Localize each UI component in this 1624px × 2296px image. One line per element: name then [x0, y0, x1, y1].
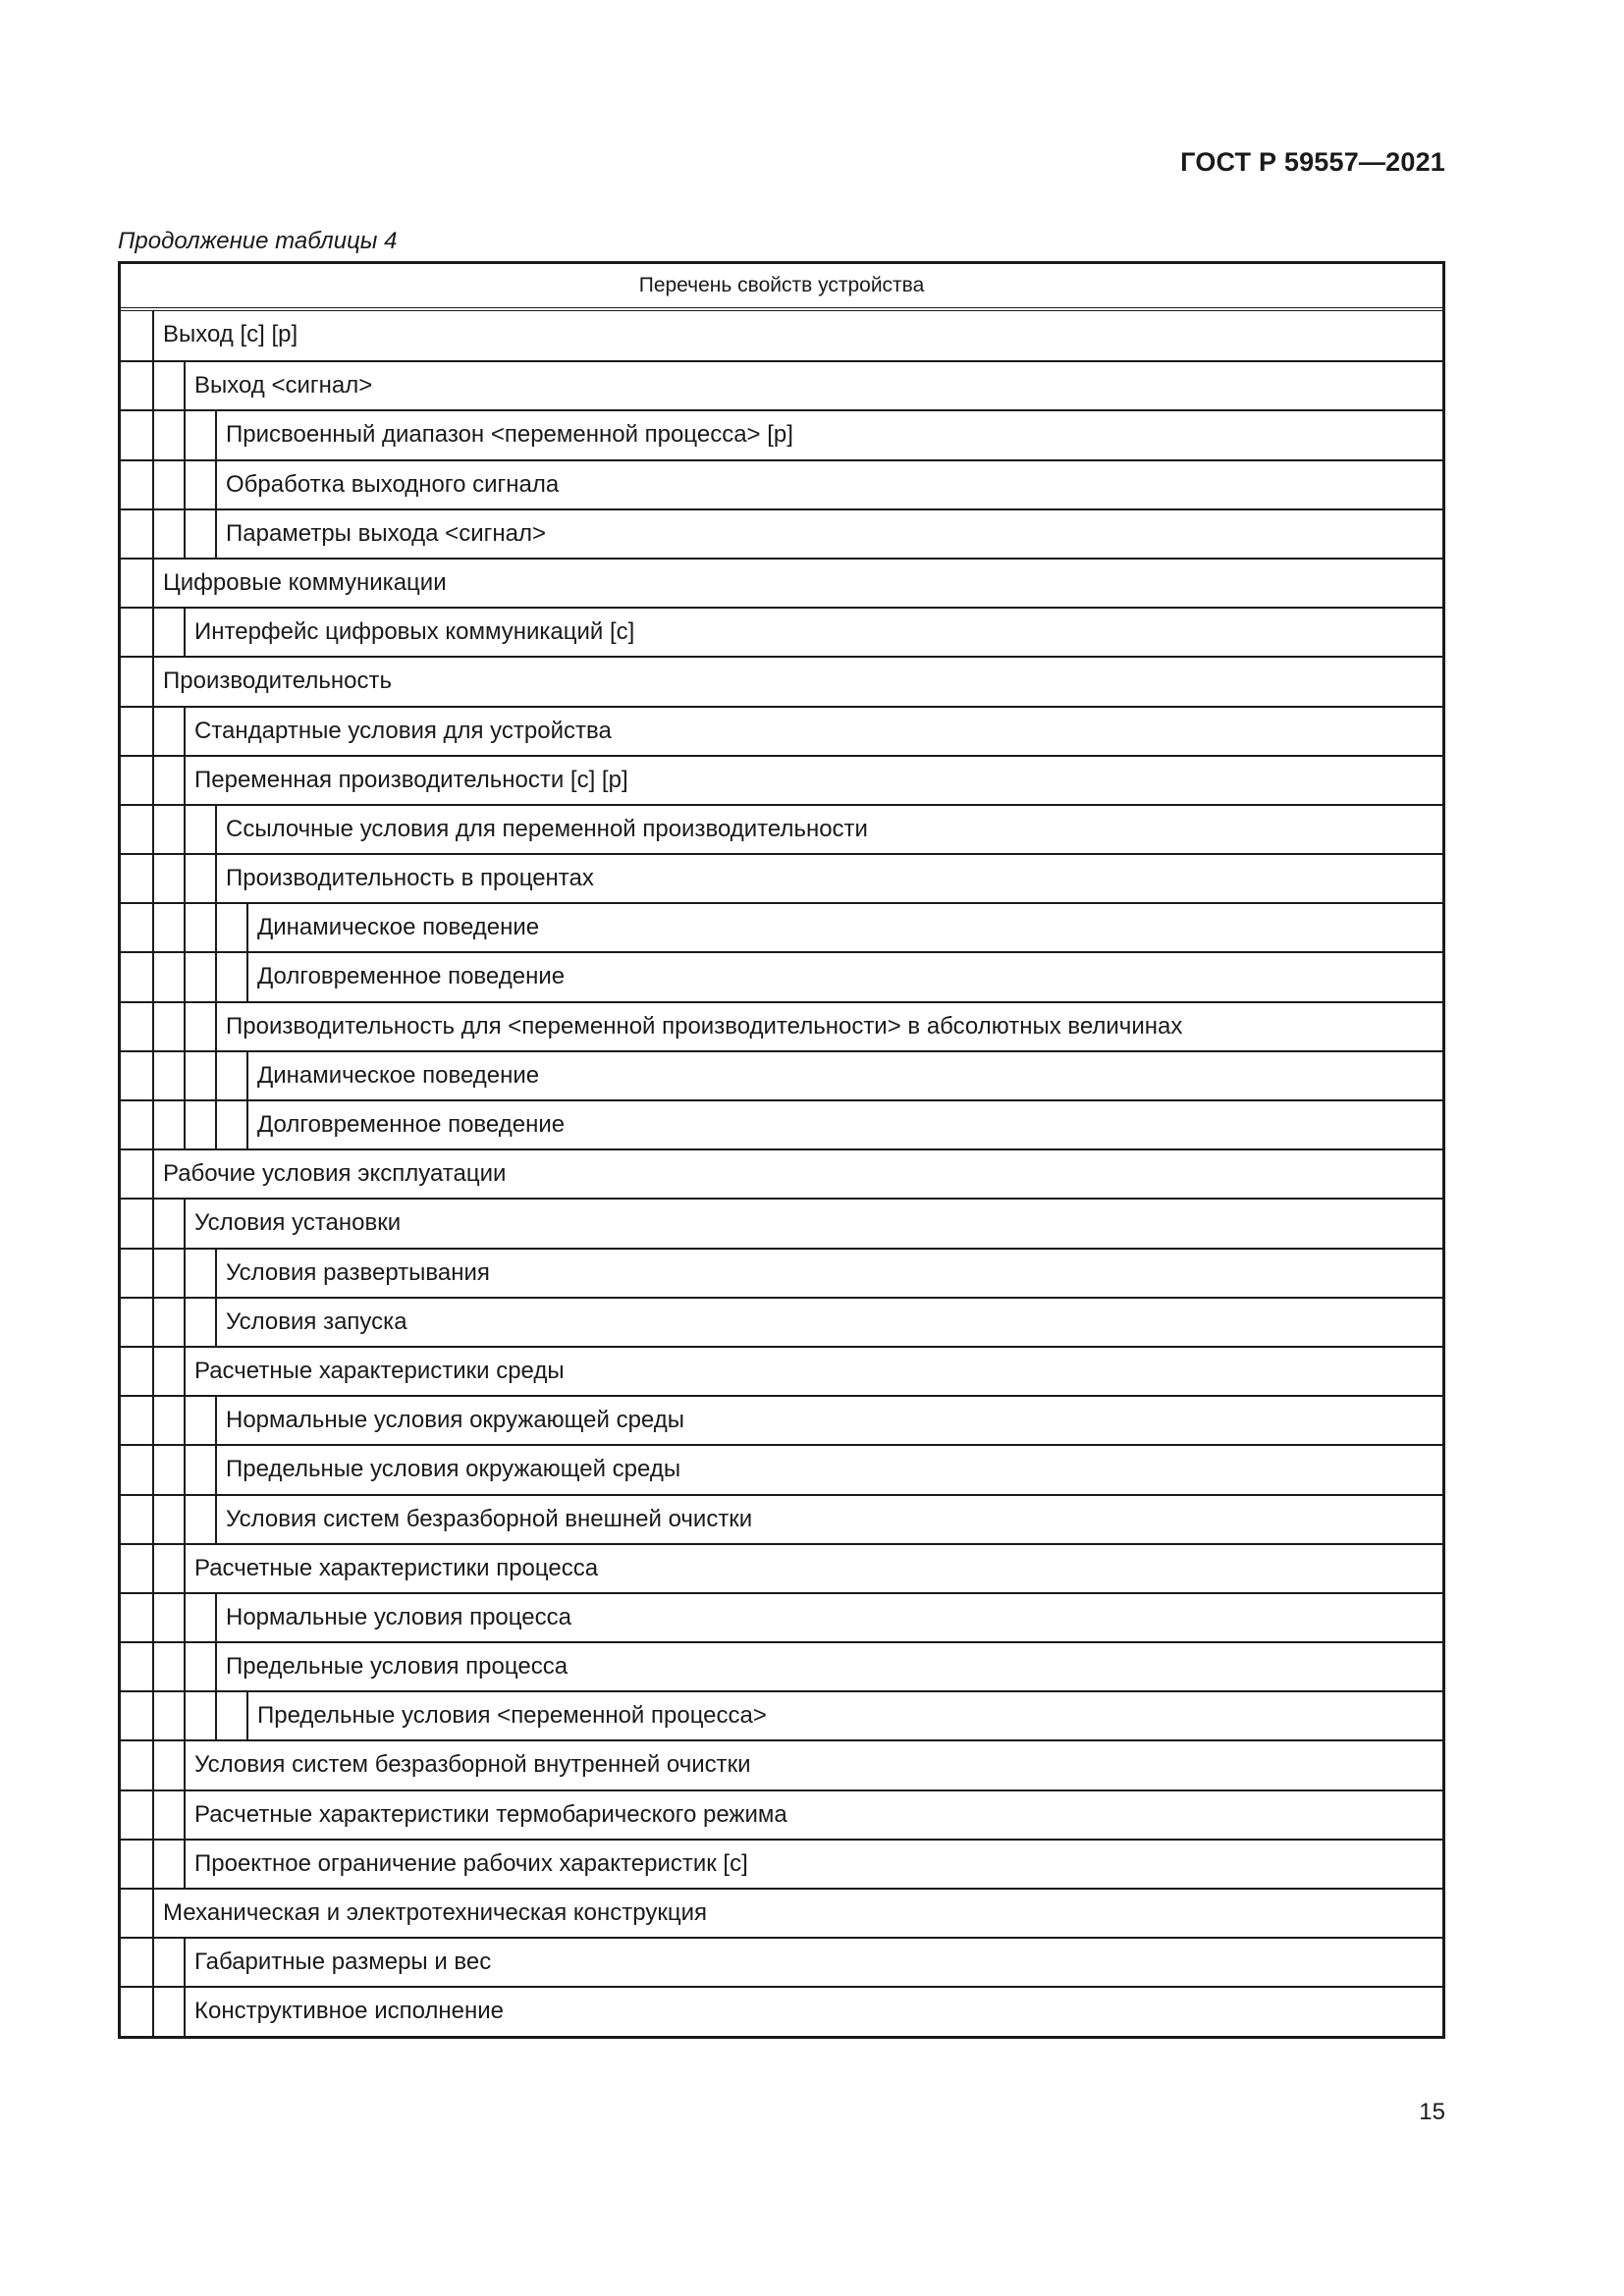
indent-line	[184, 1003, 186, 1050]
indent-line	[152, 311, 154, 360]
indent-line	[215, 1496, 217, 1543]
indent-line	[184, 1101, 186, 1148]
property-label: Выход <сигнал>	[194, 372, 373, 400]
property-label: Расчетные характеристики среды	[194, 1357, 565, 1384]
property-label: Рабочие условия эксплуатации	[163, 1160, 507, 1188]
indent-line	[152, 1397, 154, 1444]
indent-line	[152, 1052, 154, 1099]
table-row	[121, 360, 1442, 409]
table-row	[121, 607, 1442, 656]
indent-line	[215, 1250, 217, 1297]
indent-line	[215, 904, 217, 951]
table-row	[121, 1937, 1442, 1986]
property-label: Ссылочные условия для переменной производительности	[226, 815, 868, 842]
table-row	[121, 853, 1442, 902]
document-code: ГОСТ Р 59557—2021	[1180, 147, 1445, 177]
indent-line	[152, 1003, 154, 1050]
table-row	[121, 1346, 1442, 1395]
table-row	[121, 311, 1442, 360]
indent-line	[184, 806, 186, 853]
indent-line	[184, 1841, 186, 1888]
indent-line	[246, 904, 248, 951]
property-label: Переменная производительности [c] [p]	[194, 766, 628, 793]
indent-line	[215, 953, 217, 1000]
indent-line	[184, 708, 186, 755]
property-label: Производительность	[163, 667, 392, 695]
indent-line	[152, 1250, 154, 1297]
indent-line	[152, 757, 154, 804]
indent-line	[215, 1397, 217, 1444]
indent-line	[152, 708, 154, 755]
property-label: Расчетные характеристики термобарического режима	[194, 1800, 787, 1828]
indent-line	[152, 1150, 154, 1198]
property-label: Механическая и электротехническая конструкция	[163, 1899, 707, 1926]
indent-line	[152, 1741, 154, 1789]
indent-line	[184, 855, 186, 902]
indent-line	[152, 1939, 154, 1986]
property-label: Цифровые коммуникации	[163, 568, 447, 596]
property-label: Нормальные условия окружающей среды	[226, 1407, 684, 1434]
indent-line	[152, 1496, 154, 1543]
indent-line	[184, 461, 186, 508]
table-row	[121, 1494, 1442, 1543]
property-label: Интерфейс цифровых коммуникаций [c]	[194, 618, 635, 646]
indent-line	[152, 1545, 154, 1592]
indent-line	[215, 1446, 217, 1493]
indent-line	[152, 658, 154, 705]
property-label: Условия систем безразборной внутренней очистки	[194, 1751, 751, 1779]
indent-line	[152, 1692, 154, 1739]
property-label: Долговременное поведение	[257, 963, 566, 990]
property-label: Присвоенный диапазон <переменной процесса> [p]	[226, 421, 793, 449]
indent-line	[246, 953, 248, 1000]
property-label: Динамическое поведение	[257, 914, 540, 941]
table-row	[121, 1839, 1442, 1888]
indent-line	[184, 1446, 186, 1493]
property-label: Динамическое поведение	[257, 1061, 540, 1089]
table-row	[121, 1888, 1442, 1937]
indent-line	[184, 1741, 186, 1789]
table-row	[121, 1050, 1442, 1099]
property-label: Габаритные размеры и вес	[194, 1949, 492, 1976]
indent-line	[152, 855, 154, 902]
table-body	[121, 311, 1442, 2036]
indent-line	[152, 1299, 154, 1346]
indent-line	[152, 1200, 154, 1247]
indent-line	[152, 362, 154, 409]
table-row	[121, 1986, 1442, 2035]
indent-line	[184, 362, 186, 409]
property-label: Выход [c] [p]	[163, 321, 298, 347]
indent-line	[184, 1397, 186, 1444]
property-label: Стандартные условия для устройства	[194, 717, 612, 744]
indent-line	[215, 510, 217, 558]
property-label: Предельные условия <переменной процесса>	[257, 1702, 767, 1730]
property-label: Расчетные характеристики процесса	[194, 1554, 599, 1581]
indent-line	[215, 1101, 217, 1148]
property-label: Предельные условия окружающей среды	[226, 1456, 681, 1483]
property-label: Параметры выхода <сигнал>	[226, 519, 546, 547]
indent-line	[215, 806, 217, 853]
indent-line	[152, 953, 154, 1000]
indent-line	[152, 1594, 154, 1641]
indent-line	[184, 1250, 186, 1297]
indent-line	[215, 855, 217, 902]
table-row	[121, 1444, 1442, 1493]
indent-line	[152, 1988, 154, 2035]
table-row	[121, 1099, 1442, 1148]
table-row	[121, 1198, 1442, 1247]
table-row	[121, 804, 1442, 853]
table-row	[121, 1641, 1442, 1690]
table-row	[121, 508, 1442, 558]
indent-line	[152, 510, 154, 558]
page-number: 15	[1419, 2099, 1445, 2125]
indent-line	[152, 560, 154, 607]
indent-line	[215, 411, 217, 458]
indent-line	[152, 1101, 154, 1148]
table-row	[121, 1789, 1442, 1839]
property-label: Условия запуска	[226, 1308, 407, 1335]
indent-line	[215, 1643, 217, 1690]
indent-line	[152, 904, 154, 951]
property-label: Производительность для <переменной производительности> в абсолютных величинах	[226, 1012, 1183, 1040]
table-row	[121, 459, 1442, 508]
table-row	[121, 755, 1442, 804]
indent-line	[184, 904, 186, 951]
property-table	[118, 261, 1445, 2039]
indent-line	[184, 757, 186, 804]
property-label: Условия развертывания	[226, 1258, 490, 1286]
table-row	[121, 1001, 1442, 1050]
indent-line	[184, 1545, 186, 1592]
indent-line	[215, 1692, 217, 1739]
property-label: Долговременное поведение	[257, 1111, 566, 1138]
indent-line	[184, 510, 186, 558]
table-column-header: Перечень свойств устройства	[121, 264, 1442, 311]
indent-line	[184, 1939, 186, 1986]
property-label: Условия установки	[194, 1209, 402, 1237]
indent-line	[152, 609, 154, 656]
indent-line	[152, 1348, 154, 1395]
indent-line	[184, 411, 186, 458]
indent-line	[246, 1101, 248, 1148]
property-label: Производительность в процентах	[226, 865, 594, 892]
table-row	[121, 902, 1442, 951]
indent-line	[246, 1692, 248, 1739]
indent-line	[152, 461, 154, 508]
indent-line	[184, 953, 186, 1000]
indent-line	[184, 1791, 186, 1839]
property-label: Нормальные условия процесса	[226, 1603, 571, 1630]
indent-line	[152, 1446, 154, 1493]
indent-line	[184, 1643, 186, 1690]
indent-line	[184, 1348, 186, 1395]
property-label: Предельные условия процесса	[226, 1653, 568, 1681]
table-row	[121, 656, 1442, 705]
indent-line	[152, 1643, 154, 1690]
table-row	[121, 1297, 1442, 1346]
table-row	[121, 1739, 1442, 1789]
table-caption: Продолжение таблицы 4	[118, 228, 398, 254]
indent-line	[246, 1052, 248, 1099]
indent-line	[184, 1200, 186, 1247]
table-row	[121, 1148, 1442, 1198]
indent-line	[184, 1496, 186, 1543]
property-label: Проектное ограничение рабочих характеристик [c]	[194, 1849, 748, 1877]
table-row	[121, 1248, 1442, 1297]
indent-line	[184, 1299, 186, 1346]
indent-line	[152, 1841, 154, 1888]
property-label: Обработка выходного сигнала	[226, 470, 560, 498]
indent-line	[215, 1594, 217, 1641]
indent-line	[184, 609, 186, 656]
indent-line	[184, 1594, 186, 1641]
table-row	[121, 1395, 1442, 1444]
table-row	[121, 409, 1442, 458]
table-row	[121, 1543, 1442, 1592]
indent-line	[152, 1791, 154, 1839]
indent-line	[215, 1052, 217, 1099]
indent-line	[184, 1052, 186, 1099]
indent-line	[215, 1299, 217, 1346]
indent-line	[152, 806, 154, 853]
indent-line	[184, 1692, 186, 1739]
indent-line	[215, 461, 217, 508]
table-row	[121, 951, 1442, 1000]
table-row	[121, 706, 1442, 755]
table-row	[121, 558, 1442, 607]
property-label: Конструктивное исполнение	[194, 1998, 505, 2025]
indent-line	[152, 1890, 154, 1937]
indent-line	[184, 1988, 186, 2035]
indent-line	[152, 411, 154, 458]
indent-line	[215, 1003, 217, 1050]
table-row	[121, 1592, 1442, 1641]
table-row	[121, 1690, 1442, 1739]
property-label: Условия систем безразборной внешней очистки	[226, 1505, 753, 1532]
